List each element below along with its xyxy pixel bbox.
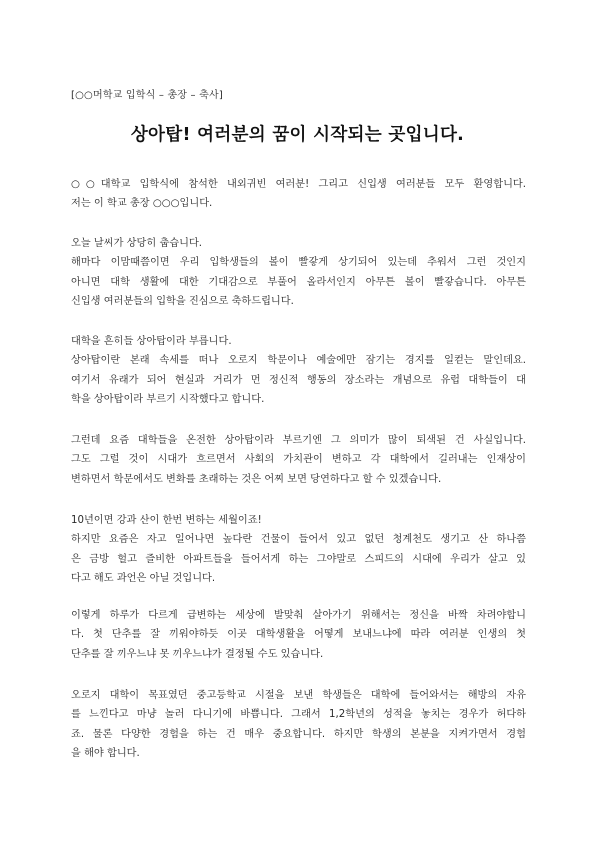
- paragraph-line: 여기서 유래가 되어 현실과 거리가 먼 정신적 행동의 장소라는 개념으로 유럽 대학들이 대: [71, 374, 526, 386]
- paragraph-line: 아니면 대학 생활에 대한 기대감으로 부풀어 올라서인지 아무튼 볼이 빨갛습니다. 아무튼: [71, 276, 526, 288]
- paragraph-line: 을 해야 합니다.: [71, 748, 140, 760]
- paragraph-3: [71, 332, 526, 410]
- paragraph-line: 학을 상아탑이라 부르기 시작했다고 합니다.: [71, 394, 265, 406]
- document-title: 상아탑! 여러분의 꿈이 시작되는 곳입니다.: [130, 125, 465, 145]
- paragraph-1: [71, 175, 526, 214]
- paragraph-line: 죠. 물론 다양한 경험을 하는 건 매우 중요합니다. 하지만 학생의 본분을 지켜가면서 경험: [71, 728, 526, 740]
- paragraph-line: 10년이면 강과 산이 한번 변하는 세월이죠!: [71, 515, 262, 526]
- paragraph-line: ○○대학교 입학식에 참석한 내외귀빈 여러분! 그리고 신입생 여러분들 모두 환영합니다.: [71, 179, 526, 190]
- paragraph-line: 단추를 잘 끼우느냐 못 끼우느냐가 결정될 수도 있습니다.: [71, 648, 324, 660]
- paragraph-line: 그런데 요즘 대학들을 온전한 상아탑이라 부르기엔 그 의미가 많이 퇴색된 건 사실입니다.: [71, 435, 526, 446]
- paragraph-line: 상아탑이란 본래 속세를 떠나 오로지 학문이나 예술에만 잠기는 경지를 일컫는 말인데요.: [71, 355, 526, 367]
- paragraph-6: [71, 606, 526, 664]
- paragraph-5: [71, 511, 526, 589]
- paragraph-line: 하지만 요즘은 자고 일어나면 높다란 건물이 들어서 있고 없던 청계천도 생기고 산 하나쯤: [71, 534, 526, 546]
- paragraph-line: 신입생 여러분들의 입학을 진심으로 축하드립니다.: [71, 296, 294, 308]
- paragraph-7: [71, 686, 526, 764]
- document-header-tag: [○○머학교 입학식 – 총장 – 축사]: [71, 90, 223, 101]
- paragraph-4: [71, 431, 526, 489]
- paragraph-line: 오로지 대학이 목표였던 중고등학교 시절을 보낸 학생들은 대학에 들어와서는 해방의 자유: [71, 690, 526, 701]
- paragraph-line: 다고 해도 과언은 아닐 것입니다.: [71, 573, 216, 585]
- paragraph-line: 이렇게 하루가 다르게 급변하는 세상에 발맞춰 살아가기 위해서는 정신을 바짝 차려야합니: [71, 610, 526, 621]
- paragraph-line: 은 금방 헐고 즐비한 아파트들을 들어서게 하는 그야말로 스피드의 시대에 우리가 살고 있: [71, 553, 526, 565]
- paragraph-line: 그도 그럴 것이 시대가 흐르면서 사회의 가치관이 변하고 각 대학에서 길러내는 인재상이: [71, 454, 526, 466]
- paragraph-line: 변하면서 학문에서도 변화를 초래하는 것은 어찌 보면 당연하다고 할 수 있겠습니다.: [71, 473, 442, 485]
- paragraph-line: 를 느낀다고 마냥 놀러 다니기에 바쁩니다. 그래서 1,2학년의 성적을 놓치는 경우가 허다하: [71, 709, 526, 721]
- paragraph-line: 오늘 날씨가 상당히 춥습니다.: [71, 238, 203, 249]
- paragraph-line: 저는 이 학교 총장 ○○○입니다.: [71, 198, 213, 210]
- paragraph-line: 대학을 흔히들 상아탑이라 부릅니다.: [71, 336, 232, 347]
- paragraph-line: 다. 첫 단추를 잘 끼워야하듯 이곳 대학생활을 어떻게 보내느냐에 따라 여러분 인생의 첫: [71, 629, 526, 641]
- paragraph-2: [71, 234, 526, 312]
- paragraph-line: 해마다 이맘때쯤이면 우리 입학생들의 볼이 빨갛게 상기되어 있는데 추워서 그런 것인지: [71, 257, 526, 269]
